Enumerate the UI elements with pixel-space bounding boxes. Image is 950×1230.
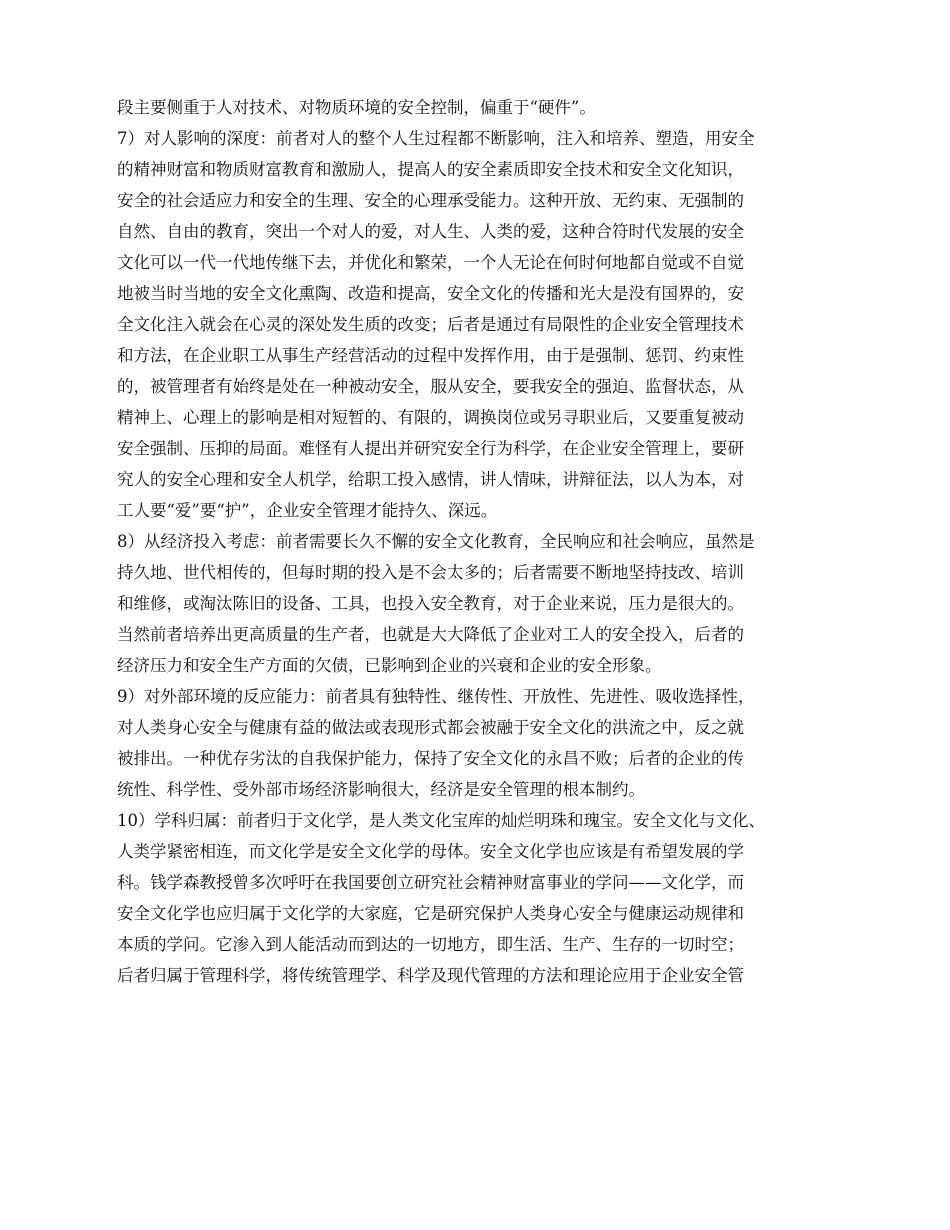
text-line: 统性、科学性、受外部市场经济影响很大，经济是安全管理的根本制约。 <box>117 780 645 799</box>
text-line: 自然、自由的教育，突出一个对人的爱，对人生、人类的爱，这种合符时代发展的安全 <box>117 222 744 241</box>
text-line: 人类学紧密相连，而文化学是安全文化学的母体。安全文化学也应该是有希望发展的学 <box>117 842 744 861</box>
text-line: 和方法，在企业职工从事生产经营活动的过程中发挥作用，由于是强制、惩罚、约束性 <box>117 346 744 365</box>
text-line: 和维修，或淘汰陈旧的设备、工具，也投入安全教育，对于企业来说，压力是很大的。 <box>117 594 744 613</box>
text-line: 段主要侧重于人对技术、对物质环境的安全控制，偏重于“硬件”。 <box>117 98 596 117</box>
text-line: 安全文化学也应归属于文化学的大家庭，它是研究保护人类身心安全与健康运动规律和 <box>117 904 744 923</box>
text-line: 9）对外部环境的反应能力：前者具有独特性、继传性、开放性、先进性、吸收选择性， <box>117 687 755 706</box>
text-line: 经济压力和安全生产方面的欠债，已影响到企业的兴衰和企业的安全形象。 <box>117 656 662 675</box>
text-line: 文化可以一代一代地传继下去，并优化和繁荣，一个人无论在何时何地都自觉或不自觉 <box>117 253 744 272</box>
text-line: 科。钱学森教授曾多次呼吁在我国要创立研究社会精神财富事业的学问——文化学，而 <box>117 873 744 892</box>
text-line: 精神上、心理上的影响是相对短暂的、有限的，调换岗位或另寻职业后，又要重复被动 <box>117 408 744 427</box>
text-line: 被排出。一种优存劣汰的自我保护能力，保持了安全文化的永昌不败；后者的企业的传 <box>117 749 744 768</box>
text-line: 本质的学问。它渗入到人能活动而到达的一切地方，即生活、生产、生存的一切时空； <box>117 935 744 954</box>
text-line: 的精神财富和物质财富教育和激励人，提高人的安全素质即安全技术和安全文化知识， <box>117 160 744 179</box>
text-line: 安全强制、压抑的局面。难怪有人提出并研究安全行为科学，在企业安全管理上，要研 <box>117 439 744 458</box>
text-line: 的，被管理者有始终是处在一种被动安全，服从安全，要我安全的强迫、监督状态，从 <box>117 377 744 396</box>
text-line: 安全的社会适应力和安全的生理、安全的心理承受能力。这种开放、无约束、无强制的 <box>117 191 744 210</box>
text-line: 对人类身心安全与健康有益的做法或表现形式都会被融于安全文化的洪流之中，反之就 <box>117 718 744 737</box>
text-line: 工人要“爱”要“护”，企业安全管理才能持久、深远。 <box>117 501 498 520</box>
text-line: 8）从经济投入考虑：前者需要长久不懈的安全文化教育，全民响应和社会响应，虽然是 <box>117 532 755 551</box>
text-line: 10）学科归属：前者归于文化学，是人类文化宝库的灿烂明珠和瑰宝。安全文化与文化、 <box>117 811 765 830</box>
text-line: 持久地、世代相传的，但每时期的投入是不会太多的；后者需要不断地坚持技改、培训 <box>117 563 744 582</box>
text-line: 7）对人影响的深度：前者对人的整个人生过程都不断影响，注入和培养、塑造，用安全 <box>117 129 755 148</box>
text-line: 究人的安全心理和安全人机学，给职工投入感情，讲人情味，讲辩征法，以人为本，对 <box>117 470 744 489</box>
body-text <box>117 92 837 991</box>
text-line: 全文化注入就会在心灵的深处发生质的改变；后者是通过有局限性的企业安全管理技术 <box>117 315 744 334</box>
text-line: 地被当时当地的安全文化熏陶、改造和提高，安全文化的传播和光大是没有国界的，安 <box>117 284 744 303</box>
text-line: 后者归属于管理科学，将传统管理学、科学及现代管理的方法和理论应用于企业安全管 <box>117 966 744 985</box>
text-line: 当然前者培养出更高质量的生产者，也就是大大降低了企业对工人的安全投入，后者的 <box>117 625 744 644</box>
